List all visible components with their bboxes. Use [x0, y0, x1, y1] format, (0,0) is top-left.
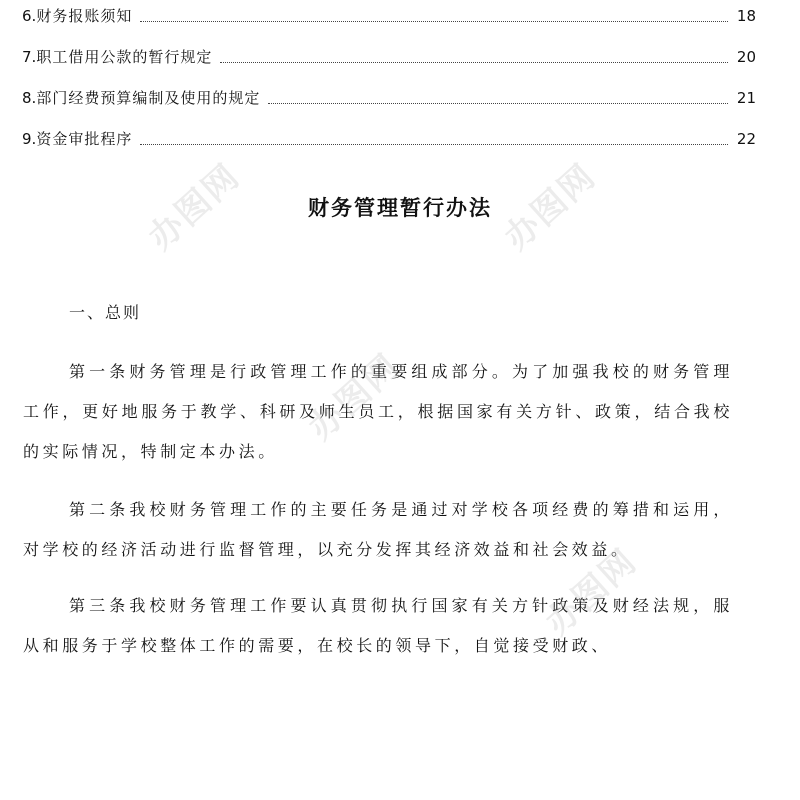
toc-entry[interactable] [22, 45, 756, 67]
toc-entry[interactable] [22, 86, 756, 108]
toc-entry-title: 部门经费预算编制及使用的规定 [36, 89, 261, 107]
toc-entry-page: 21 [736, 89, 756, 107]
toc-entry-number: 8. [22, 89, 37, 107]
toc-entry[interactable] [22, 4, 756, 26]
watermark: 办图网 [300, 346, 408, 449]
toc-entry-number: 9. [22, 130, 37, 148]
toc-entry-page: 18 [736, 7, 756, 25]
toc-dot-leader [140, 144, 728, 145]
toc-entry-number: 7. [22, 48, 37, 66]
toc-entry-title: 财务报账须知 [36, 7, 133, 25]
article-paragraph-2: 第二条我校财务管理工作的主要任务是通过对学校各项经费的筹措和运用，对学校的经济活动进行监督管理，以充分发挥其经济效益和社会效益。 [23, 500, 733, 559]
toc-entry-page: 22 [736, 130, 756, 148]
toc-entry-title: 资金审批程序 [36, 130, 133, 148]
watermark: 办图网 [140, 156, 248, 259]
toc-dot-leader [220, 62, 728, 63]
watermark: 办图网 [496, 156, 604, 259]
article-paragraph-1: 第一条财务管理是行政管理工作的重要组成部分。为了加强我校的财务管理工作，更好地服务于教学、科研及师生员工，根据国家有关方针、政策，结合我校的实际情况，特制定本办法。 [23, 362, 733, 461]
watermark: 办图网 [537, 541, 645, 644]
table-of-contents [22, 0, 756, 168]
section-heading: 一、总则 [69, 303, 142, 322]
article-paragraph-3: 第三条我校财务管理工作要认真贯彻执行国家有关方针政策及财经法规，服从和服务于学校整体工作的需要，在校长的领导下，自觉接受财政、 [23, 596, 733, 655]
toc-dot-leader [268, 103, 728, 104]
toc-entry-title: 职工借用公款的暂行规定 [36, 48, 213, 66]
toc-entry[interactable] [22, 127, 756, 149]
document-title: 财务管理暂行办法 [308, 196, 492, 220]
toc-entry-number: 6. [22, 7, 37, 25]
toc-dot-leader [140, 21, 728, 22]
toc-entry-page: 20 [736, 48, 756, 66]
